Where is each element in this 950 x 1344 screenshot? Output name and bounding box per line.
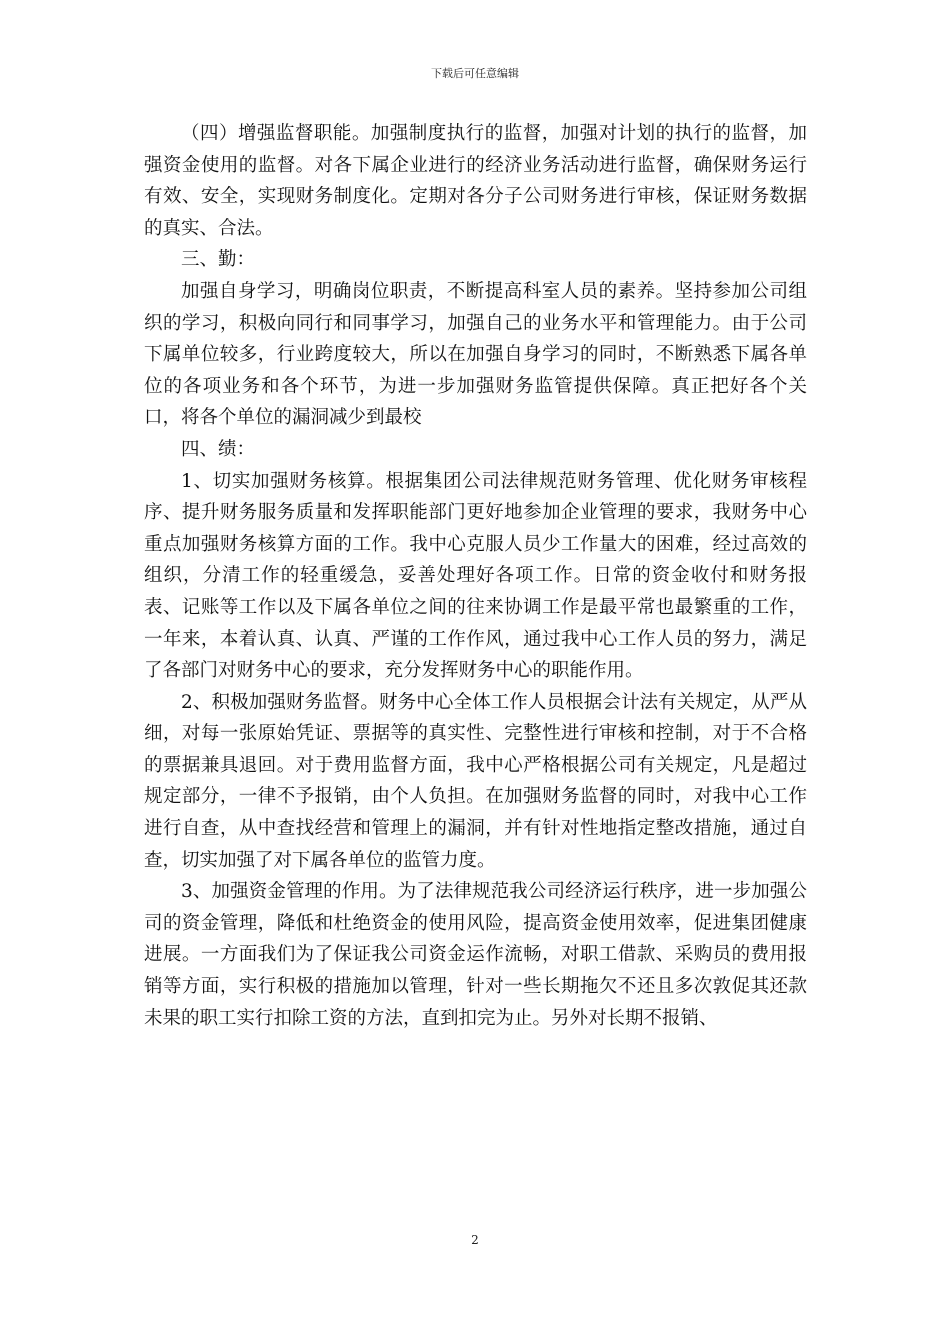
paragraph-diligence: 加强自身学习，明确岗位职责，不断提高科室人员的素养。坚持参加公司组织的学习，积极向同行和同事学习，加强自己的业务水平和管理能力。由于公司下属单位较多，行业跨度较大，所以在加强自身学习的同时，不断熟悉下属各单位的各项业务和各个环节，为进一步加强财务监管提供保障。真正把好各个关口，将各个单位的漏洞减少到最校 [144,280,807,429]
paragraph-fund-management: 3、加强资金管理的作用。为了法律规范我公司经济运行秩序，进一步加强公司的资金管理，降低和杜绝资金的使用风险，提高资金使用效率，促进集团健康进展。一方面我们为了保证我公司资金运作流畅，对职工借款、采购员的费用报销等方面，实行积极的措施加以管理，针对一些长期拖欠不还且多次敦促其还款未果的职工实行扣除工资的方法，直到扣完为止。另外对长期不报销、 [144,881,807,1029]
document-body [144,118,807,1034]
section-heading-diligence: 三、勤： [181,249,256,271]
page-header: 下载后可任意编辑 [431,67,519,80]
paragraph-accounting: 1、切实加强财务核算。根据集团公司法律规范财务管理、优化财务审核程序、提升财务服务质量和发挥职能部门更好地参加企业管理的要求，我财务中心重点加强财务核算方面的工作。我中心克服人员少工作量大的困难，经过高效的组织，分清工作的轻重缓急，妥善处理好各项工作。日常的资金收付和财务报表、记账等工作以及下属各单位之间的往来协调工作是最平常也最繁重的工作，一年来，本着认真、认真、严谨的工作作风，通过我中心工作人员的努力，满足了各部门对财务中心的要求，充分发挥财务中心的职能作用。 [144,470,807,682]
paragraph-supervision: （四）增强监督职能。加强制度执行的监督，加强对计划的执行的监督，加强资金使用的监督。对各下属企业进行的经济业务活动进行监督，确保财务运行有效、安全，实现财务制度化。定期对各分子公司财务进行审核，保证财务数据的真实、合法。 [144,123,807,239]
page-number: 2 [471,1233,479,1247]
section-heading-performance: 四、绩： [181,438,256,460]
paragraph-financial-supervision: 2、积极加强财务监督。财务中心全体工作人员根据会计法有关规定，从严从细，对每一张原始凭证、票据等的真实性、完整性进行审核和控制，对于不合格的票据兼具退回。对于费用监督方面，我中心严格根据公司有关规定，凡是超过规定部分，一律不予报销，由个人负担。在加强财务监督的同时，对我中心工作进行自查，从中查找经营和管理上的漏洞，并有针对性地指定整改措施，通过自查，切实加强了对下属各单位的监管力度。 [144,691,807,871]
